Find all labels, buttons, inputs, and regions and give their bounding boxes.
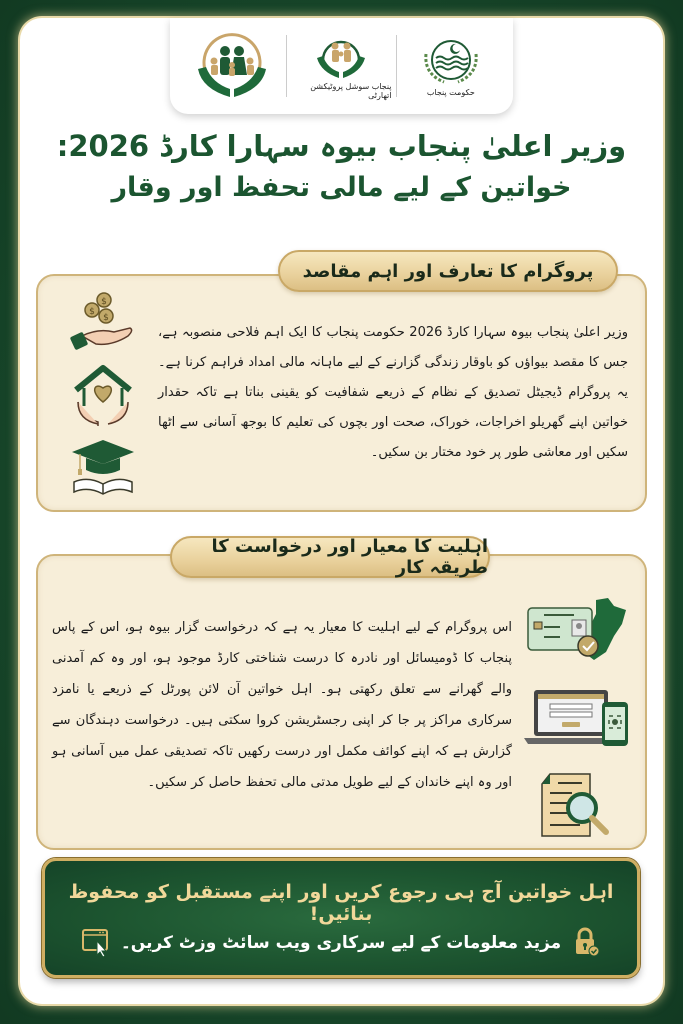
- social-protection-authority-logo: [291, 32, 391, 100]
- cta-headline: اہل خواتین آج ہی رجوع کریں اور اپنے مستقبل کو محفوظ بنائیں!: [68, 881, 614, 925]
- program-intro-heading: پروگرام کا تعارف اور اہم مقاصد: [278, 250, 618, 292]
- authority-caption: پنجاب سوشل پروٹیکشن اتھارٹی: [310, 82, 392, 100]
- title-line-2: خواتین کے لیے مالی تحفظ اور وقار: [111, 172, 572, 203]
- svg-text:$: $: [89, 307, 95, 317]
- graduation-cap-book-icon: [68, 436, 138, 496]
- svg-text:$: $: [103, 313, 109, 323]
- program-intro-panel: [36, 274, 647, 512]
- government-caption: حکومت پنجاب: [426, 87, 475, 97]
- browser-cursor-icon: [81, 927, 111, 957]
- government-of-punjab-emblem: [401, 36, 501, 97]
- logo-divider: [396, 35, 397, 97]
- cta-website-text: مزید معلومات کے لیے سرکاری ویب سائٹ وزٹ کریں۔: [120, 932, 562, 953]
- svg-text:$: $: [101, 297, 107, 307]
- cta-website-row[interactable]: [45, 927, 637, 957]
- intro-icon-column: [58, 292, 148, 496]
- document-magnifier-icon: [522, 770, 634, 840]
- call-to-action-banner: [42, 858, 640, 978]
- logo-divider: [286, 35, 287, 97]
- eligibility-panel: [36, 554, 647, 850]
- lock-check-icon: [571, 927, 601, 957]
- logo-strip: [170, 18, 513, 114]
- eligibility-icon-column: [518, 596, 638, 840]
- eligibility-heading: اہلیت کا معیار اور درخواست کا طریقہ کار: [170, 536, 490, 578]
- id-card-punjab-map-icon: [522, 596, 634, 666]
- home-heart-hands-icon: [68, 362, 138, 428]
- coins-hand-icon: [68, 292, 138, 354]
- poster-card: [20, 18, 663, 1004]
- page-title: [20, 124, 663, 208]
- title-line-1: وزیر اعلیٰ پنجاب بیوہ سہارا کارڈ 2026:: [56, 129, 627, 163]
- laptop-phone-registration-icon: [522, 686, 634, 750]
- family-hands-logo: [182, 31, 282, 101]
- program-intro-text: وزیر اعلیٰ پنجاب بیوہ سہارا کارڈ 2026 حکومت پنجاب کا ایک اہم فلاحی منصوبہ ہے، جس کا مقصد بیواؤں کو باوقار زندگی گزارنے کے لیے ماہانہ مالی امداد فراہم کرنا ہے۔ یہ پروگرام ڈیجیٹل تصدیق کے نظام کے ذریعے شفافیت کو یقینی بناتا ہے تاکہ حقدار خواتین اپنے گھریلو اخراجات، خوراک، صحت اور بچوں کی تعلیم کا بوجھ آسانی سے اٹھا سکیں اور معاشی طور پر خود مختار بن سکیں۔: [158, 325, 628, 460]
- eligibility-text: اس پروگرام کے لیے اہلیت کا معیار یہ ہے کہ درخواست گزار بیوہ ہو، اس کے پاس پنجاب کا ڈومیسائل اور نادرہ کا درست شناختی کارڈ موجود ہو، اور وہ کم آمدنی والے گھرانے سے تعلق رکھتی ہو۔ اہل خواتین آن لائن پورٹل کے ذریعے یا نامزد سرکاری مراکز پر جا کر اپنی رجسٹریشن کروا سکتی ہیں۔ درخواست دہندگان سے گزارش ہے کہ اپنے کوائف مکمل اور درست رکھیں تاکہ تصدیقی عمل میں آسانی ہو اور وہ اپنے خاندان کے لیے طویل مدتی مالی تحفظ حاصل کر سکیں۔: [52, 620, 512, 790]
